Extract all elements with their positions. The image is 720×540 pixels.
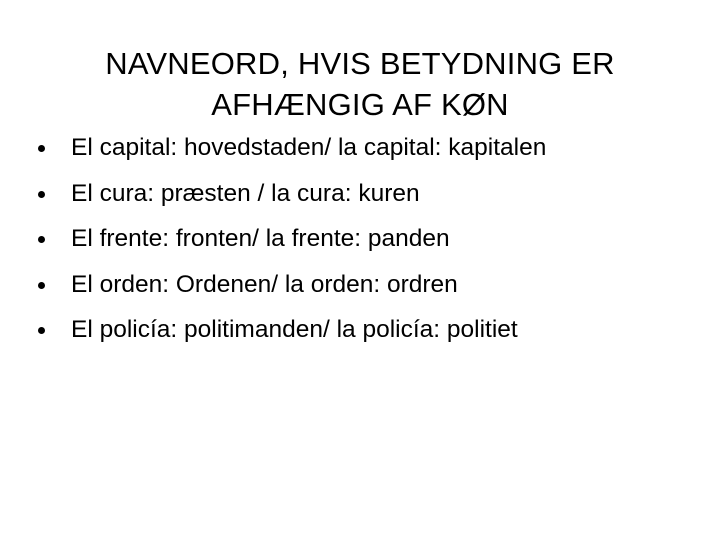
bullet-text: El cura: præsten / la cura: kuren <box>71 179 420 207</box>
slide-title-line-1: NAVNEORD, HVIS BETYDNING ER <box>105 45 615 81</box>
slide-title-line-2: AFHÆNGIG AF KØN <box>211 86 509 122</box>
bullet-text: El policía: politimanden/ la policía: politiet <box>71 316 518 343</box>
bullet-text: El capital: hovedstaden/ la capital: kapitalen <box>71 134 547 161</box>
bullet-dot-icon <box>38 145 45 152</box>
bullet-dot-icon <box>38 191 45 198</box>
slide-title <box>40 43 680 125</box>
bullet-text: El frente: fronten/ la frente: panden <box>71 225 450 252</box>
bullet-dot-icon <box>38 236 45 243</box>
bullet-dot-icon <box>38 327 45 334</box>
bullet-text: El orden: Ordenen/ la orden: ordren <box>71 270 458 298</box>
bullet-dot-icon <box>38 282 45 289</box>
